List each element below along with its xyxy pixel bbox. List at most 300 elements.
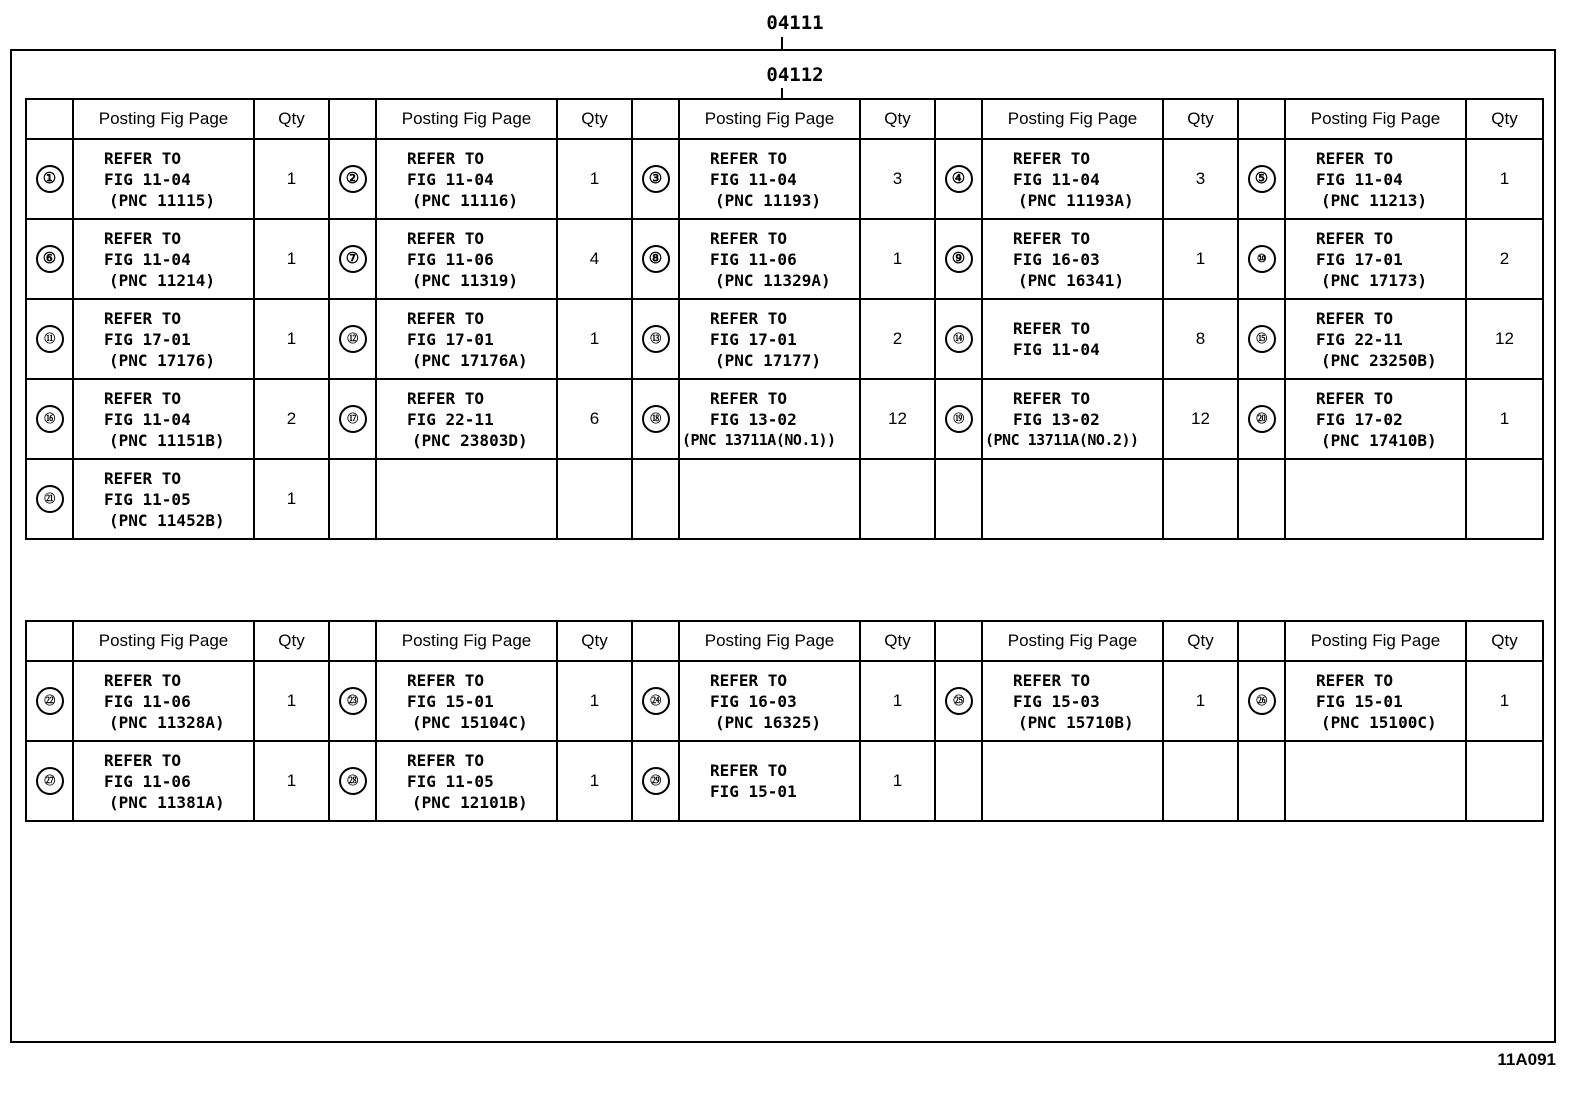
header-number-cell [935, 621, 982, 661]
refer-to-line: REFER TO [407, 750, 485, 770]
reference-cell [376, 219, 557, 299]
qty-value: 1 [589, 169, 600, 188]
refer-to-line: REFER TO [1316, 148, 1394, 168]
header-number-cell [26, 621, 73, 661]
qty-value: 1 [589, 329, 600, 348]
qty-cell [1466, 379, 1543, 459]
item-number-callout: ㉗ [36, 767, 64, 795]
qty-value: 1 [286, 169, 297, 188]
fig-line: FIG 22-11 [407, 409, 494, 429]
item-number-callout: ③ [642, 165, 670, 193]
reference-cell [1285, 459, 1466, 539]
refer-to-line: REFER TO [710, 148, 788, 168]
item-number-cell [935, 741, 982, 821]
reference-cell [1285, 219, 1466, 299]
fig-line: FIG 15-03 [1013, 691, 1100, 711]
reference-cell [679, 299, 860, 379]
fig-line: FIG 13-02 [710, 409, 797, 429]
fig-line: FIG 11-06 [710, 249, 797, 269]
reference-cell [73, 459, 254, 539]
item-number-callout: ㉑ [36, 485, 64, 513]
header-posting-fig-page: Posting Fig Page [982, 621, 1163, 661]
reference-cell [982, 741, 1163, 821]
qty-value: 1 [589, 691, 600, 710]
qty-cell [1163, 741, 1238, 821]
qty-cell [557, 379, 632, 459]
qty-value: 1 [1499, 169, 1510, 188]
qty-value: 8 [1195, 329, 1206, 348]
item-number-cell [329, 379, 376, 459]
refer-to-line: REFER TO [407, 148, 485, 168]
header-posting-fig-page: Posting Fig Page [1285, 621, 1466, 661]
refer-to-line: REFER TO [407, 228, 485, 248]
reference-cell [982, 379, 1163, 459]
item-number-cell [1238, 139, 1285, 219]
qty-cell [254, 459, 329, 539]
header-posting-fig-page: Posting Fig Page [73, 99, 254, 139]
pnc-line: (PNC 23250B) [1321, 350, 1437, 370]
parent-ref-number: 04111 [766, 12, 824, 34]
header-posting-fig-page: Posting Fig Page [376, 99, 557, 139]
item-number-callout: ⑳ [1248, 405, 1276, 433]
header-posting-fig-page: Posting Fig Page [679, 99, 860, 139]
header-posting-fig-page: Posting Fig Page [1285, 99, 1466, 139]
qty-cell [1163, 661, 1238, 741]
qty-cell [860, 459, 935, 539]
refer-to-line: REFER TO [710, 228, 788, 248]
header-number-cell [329, 99, 376, 139]
pnc-line: (PNC 13711A(NO.2)) [985, 430, 1139, 449]
pnc-line: (PNC 17176) [109, 350, 215, 370]
item-number-callout: ⑤ [1248, 165, 1276, 193]
qty-value: 1 [892, 771, 903, 790]
refer-to-line: REFER TO [407, 670, 485, 690]
qty-cell [860, 741, 935, 821]
item-number-cell [26, 661, 73, 741]
item-number-callout: ⑩ [1248, 245, 1276, 273]
fig-line: FIG 17-01 [407, 329, 494, 349]
reference-text [680, 760, 859, 802]
fig-line: FIG 22-11 [1316, 329, 1403, 349]
refer-to-line: REFER TO [1013, 319, 1091, 338]
item-number-callout: ⑥ [36, 245, 64, 273]
header-number-cell [1238, 99, 1285, 139]
item-number-cell [26, 741, 73, 821]
pnc-line: (PNC 11452B) [109, 510, 225, 530]
reference-cell [376, 661, 557, 741]
reference-text [983, 148, 1162, 211]
reference-cell [1285, 379, 1466, 459]
header-qty: Qty [557, 99, 632, 139]
refer-to-line: REFER TO [1316, 388, 1394, 408]
reference-cell [73, 139, 254, 219]
fig-line: FIG 15-01 [1316, 691, 1403, 711]
pnc-line: (PNC 11329A) [715, 270, 831, 290]
reference-text [74, 228, 253, 291]
item-number-callout: ④ [945, 165, 973, 193]
pnc-line: (PNC 17176A) [412, 350, 528, 370]
item-number-cell [632, 139, 679, 219]
pnc-line: (PNC 11213) [1321, 190, 1427, 210]
header-number-cell [632, 99, 679, 139]
reference-cell [982, 219, 1163, 299]
qty-value: 2 [892, 329, 903, 348]
reference-table-2 [25, 620, 1544, 822]
refer-to-line: REFER TO [104, 468, 182, 488]
header-qty: Qty [1466, 621, 1543, 661]
pnc-line: (PNC 11193) [715, 190, 821, 210]
fig-line: FIG 11-04 [407, 169, 494, 189]
reference-text [680, 388, 859, 451]
item-number-callout: ㉙ [642, 767, 670, 795]
qty-value: 1 [589, 771, 600, 790]
reference-text [1286, 148, 1465, 211]
header-number-cell [935, 99, 982, 139]
reference-cell [982, 139, 1163, 219]
refer-to-line: REFER TO [104, 750, 182, 770]
item-number-callout: ㉕ [945, 687, 973, 715]
refer-to-line: REFER TO [104, 670, 182, 690]
reference-cell [679, 459, 860, 539]
reference-cell [679, 139, 860, 219]
header-number-cell [26, 99, 73, 139]
item-number-cell [1238, 219, 1285, 299]
sub-ref-number: 04112 [766, 64, 824, 86]
qty-cell [1163, 299, 1238, 379]
item-number-callout: ⑨ [945, 245, 973, 273]
item-number-cell [329, 219, 376, 299]
header-number-cell [329, 621, 376, 661]
fig-line: FIG 11-06 [104, 771, 191, 791]
qty-value: 1 [1195, 691, 1206, 710]
item-number-cell [26, 379, 73, 459]
qty-value: 1 [286, 771, 297, 790]
fig-line: FIG 15-01 [710, 782, 797, 801]
reference-table-1 [25, 98, 1544, 540]
pnc-line: (PNC 13711A(NO.1)) [682, 430, 836, 449]
item-number-callout: ① [36, 165, 64, 193]
qty-cell [1466, 459, 1543, 539]
refer-to-line: REFER TO [710, 670, 788, 690]
item-number-callout: ⑧ [642, 245, 670, 273]
table-row [26, 379, 1543, 459]
reference-text [377, 308, 556, 371]
qty-cell [557, 741, 632, 821]
item-number-callout: ⑬ [642, 325, 670, 353]
reference-cell [73, 379, 254, 459]
reference-cell [376, 459, 557, 539]
qty-cell [860, 379, 935, 459]
reference-text [680, 148, 859, 211]
pnc-line: (PNC 11151B) [109, 430, 225, 450]
reference-cell [73, 219, 254, 299]
qty-cell [860, 661, 935, 741]
item-number-cell [26, 299, 73, 379]
refer-to-line: REFER TO [104, 148, 182, 168]
table-row [26, 299, 1543, 379]
qty-value: 1 [892, 249, 903, 268]
item-number-cell [632, 379, 679, 459]
qty-value: 1 [286, 249, 297, 268]
reference-text [74, 308, 253, 371]
item-number-callout: ⑱ [642, 405, 670, 433]
fig-line: FIG 11-05 [104, 489, 191, 509]
qty-value: 1 [286, 329, 297, 348]
pnc-line: (PNC 11319) [412, 270, 518, 290]
reference-text [1286, 388, 1465, 451]
item-number-cell [632, 299, 679, 379]
reference-cell [1285, 139, 1466, 219]
reference-cell [679, 379, 860, 459]
qty-cell [254, 379, 329, 459]
refer-to-line: REFER TO [710, 388, 788, 408]
refer-to-line: REFER TO [104, 388, 182, 408]
table-row [26, 139, 1543, 219]
item-number-callout: ⑭ [945, 325, 973, 353]
item-number-callout: ⑫ [339, 325, 367, 353]
qty-cell [254, 661, 329, 741]
header-row [26, 621, 1543, 661]
qty-cell [254, 299, 329, 379]
refer-to-line: REFER TO [1316, 308, 1394, 328]
table-row [26, 459, 1543, 539]
item-number-cell [329, 661, 376, 741]
fig-line: FIG 11-05 [407, 771, 494, 791]
qty-value: 2 [1499, 249, 1510, 268]
reference-text [377, 148, 556, 211]
reference-text [74, 670, 253, 733]
fig-line: FIG 11-04 [104, 249, 191, 269]
reference-text [983, 670, 1162, 733]
refer-to-line: REFER TO [1013, 228, 1091, 248]
fig-line: FIG 11-04 [104, 409, 191, 429]
item-number-callout: ㉔ [642, 687, 670, 715]
pnc-line: (PNC 11115) [109, 190, 215, 210]
item-number-callout: ㉖ [1248, 687, 1276, 715]
qty-value: 1 [286, 489, 297, 508]
header-row [26, 99, 1543, 139]
reference-text [377, 388, 556, 451]
fig-line: FIG 11-04 [1013, 340, 1100, 359]
reference-text [983, 228, 1162, 291]
item-number-cell [329, 741, 376, 821]
reference-cell [73, 299, 254, 379]
reference-text [680, 670, 859, 733]
qty-cell [860, 139, 935, 219]
fig-line: FIG 11-04 [1316, 169, 1403, 189]
qty-cell [1466, 741, 1543, 821]
header-qty: Qty [557, 621, 632, 661]
qty-cell [254, 139, 329, 219]
item-number-cell [1238, 459, 1285, 539]
refer-to-line: REFER TO [1013, 148, 1091, 168]
item-number-cell [935, 661, 982, 741]
fig-line: FIG 17-02 [1316, 409, 1403, 429]
item-number-cell [935, 139, 982, 219]
qty-value: 6 [589, 409, 600, 428]
qty-value: 12 [1191, 409, 1210, 428]
pnc-line: (PNC 23803D) [412, 430, 528, 450]
qty-cell [1163, 139, 1238, 219]
reference-cell [679, 219, 860, 299]
fig-line: FIG 15-01 [407, 691, 494, 711]
qty-cell [1466, 139, 1543, 219]
reference-text [377, 228, 556, 291]
item-number-cell [329, 459, 376, 539]
pnc-line: (PNC 16325) [715, 712, 821, 732]
item-number-cell [632, 741, 679, 821]
item-number-cell [26, 219, 73, 299]
qty-value: 12 [1495, 329, 1514, 348]
reference-cell [1285, 299, 1466, 379]
header-posting-fig-page: Posting Fig Page [982, 99, 1163, 139]
qty-value: 3 [1195, 169, 1206, 188]
refer-to-line: REFER TO [1316, 228, 1394, 248]
reference-cell [982, 661, 1163, 741]
pnc-line: (PNC 11214) [109, 270, 215, 290]
reference-text [74, 468, 253, 531]
reference-text [983, 388, 1162, 451]
reference-cell [982, 299, 1163, 379]
qty-value: 1 [286, 691, 297, 710]
fig-line: FIG 11-04 [104, 169, 191, 189]
qty-cell [1466, 661, 1543, 741]
pnc-line: (PNC 15100C) [1321, 712, 1437, 732]
refer-to-line: REFER TO [104, 308, 182, 328]
header-posting-fig-page: Posting Fig Page [73, 621, 254, 661]
qty-value: 12 [888, 409, 907, 428]
item-number-cell [632, 661, 679, 741]
item-number-callout: ㉒ [36, 687, 64, 715]
fig-line: FIG 11-06 [407, 249, 494, 269]
pnc-line: (PNC 11328A) [109, 712, 225, 732]
item-number-callout: ⑲ [945, 405, 973, 433]
fig-line: FIG 16-03 [1013, 249, 1100, 269]
fig-line: FIG 11-06 [104, 691, 191, 711]
item-number-cell [26, 459, 73, 539]
pnc-line: (PNC 12101B) [412, 792, 528, 812]
pnc-line: (PNC 17410B) [1321, 430, 1437, 450]
reference-text [74, 750, 253, 813]
item-number-callout: ⑪ [36, 325, 64, 353]
reference-cell [376, 139, 557, 219]
reference-cell [679, 741, 860, 821]
reference-text [377, 750, 556, 813]
refer-to-line: REFER TO [1316, 670, 1394, 690]
drawing-code: 11A091 [1497, 1050, 1556, 1069]
item-number-cell [1238, 379, 1285, 459]
qty-cell [1163, 219, 1238, 299]
reference-text [74, 148, 253, 211]
item-number-callout: ⑦ [339, 245, 367, 273]
table-row [26, 661, 1543, 741]
item-number-callout: ⑯ [36, 405, 64, 433]
reference-text [680, 228, 859, 291]
reference-cell [679, 661, 860, 741]
item-number-callout: ㉘ [339, 767, 367, 795]
refer-to-line: REFER TO [104, 228, 182, 248]
fig-line: FIG 11-04 [710, 169, 797, 189]
qty-cell [557, 299, 632, 379]
fig-line: FIG 13-02 [1013, 409, 1100, 429]
reference-text [983, 318, 1162, 360]
pnc-line: (PNC 11381A) [109, 792, 225, 812]
qty-value: 4 [589, 249, 600, 268]
item-number-cell [1238, 741, 1285, 821]
reference-text [74, 388, 253, 451]
pnc-line: (PNC 16341) [1018, 270, 1124, 290]
qty-value: 2 [286, 409, 297, 428]
reference-text [680, 308, 859, 371]
pnc-line: (PNC 15104C) [412, 712, 528, 732]
pnc-line: (PNC 15710B) [1018, 712, 1134, 732]
header-number-cell [632, 621, 679, 661]
qty-value: 1 [1499, 409, 1510, 428]
reference-text [1286, 228, 1465, 291]
qty-cell [860, 299, 935, 379]
fig-line: FIG 11-04 [1013, 169, 1100, 189]
pnc-line: (PNC 17177) [715, 350, 821, 370]
header-qty: Qty [1163, 99, 1238, 139]
qty-cell [860, 219, 935, 299]
reference-cell [376, 379, 557, 459]
reference-cell [376, 741, 557, 821]
item-number-callout: ㉓ [339, 687, 367, 715]
item-number-cell [1238, 661, 1285, 741]
fig-line: FIG 16-03 [710, 691, 797, 711]
pnc-line: (PNC 17173) [1321, 270, 1427, 290]
reference-cell [1285, 661, 1466, 741]
item-number-cell [935, 219, 982, 299]
refer-to-line: REFER TO [1013, 670, 1091, 690]
header-posting-fig-page: Posting Fig Page [679, 621, 860, 661]
header-number-cell [1238, 621, 1285, 661]
qty-cell [557, 661, 632, 741]
qty-cell [557, 219, 632, 299]
qty-cell [1466, 219, 1543, 299]
qty-cell [1466, 299, 1543, 379]
item-number-callout: ⑮ [1248, 325, 1276, 353]
qty-value: 1 [1499, 691, 1510, 710]
item-number-cell [632, 459, 679, 539]
refer-to-line: REFER TO [710, 761, 788, 780]
item-number-cell [329, 299, 376, 379]
header-posting-fig-page: Posting Fig Page [376, 621, 557, 661]
header-qty: Qty [860, 621, 935, 661]
reference-cell [73, 741, 254, 821]
header-qty: Qty [254, 621, 329, 661]
item-number-cell [935, 459, 982, 539]
header-qty: Qty [1466, 99, 1543, 139]
reference-text [1286, 308, 1465, 371]
reference-cell [73, 661, 254, 741]
reference-cell [982, 459, 1163, 539]
qty-cell [1163, 379, 1238, 459]
qty-cell [254, 741, 329, 821]
header-qty: Qty [860, 99, 935, 139]
fig-line: FIG 17-01 [1316, 249, 1403, 269]
qty-value: 1 [892, 691, 903, 710]
refer-to-line: REFER TO [407, 388, 485, 408]
qty-value: 3 [892, 169, 903, 188]
qty-cell [557, 459, 632, 539]
qty-cell [1163, 459, 1238, 539]
reference-cell [376, 299, 557, 379]
reference-text [1286, 670, 1465, 733]
table-row [26, 219, 1543, 299]
item-number-callout: ② [339, 165, 367, 193]
fig-line: FIG 17-01 [104, 329, 191, 349]
